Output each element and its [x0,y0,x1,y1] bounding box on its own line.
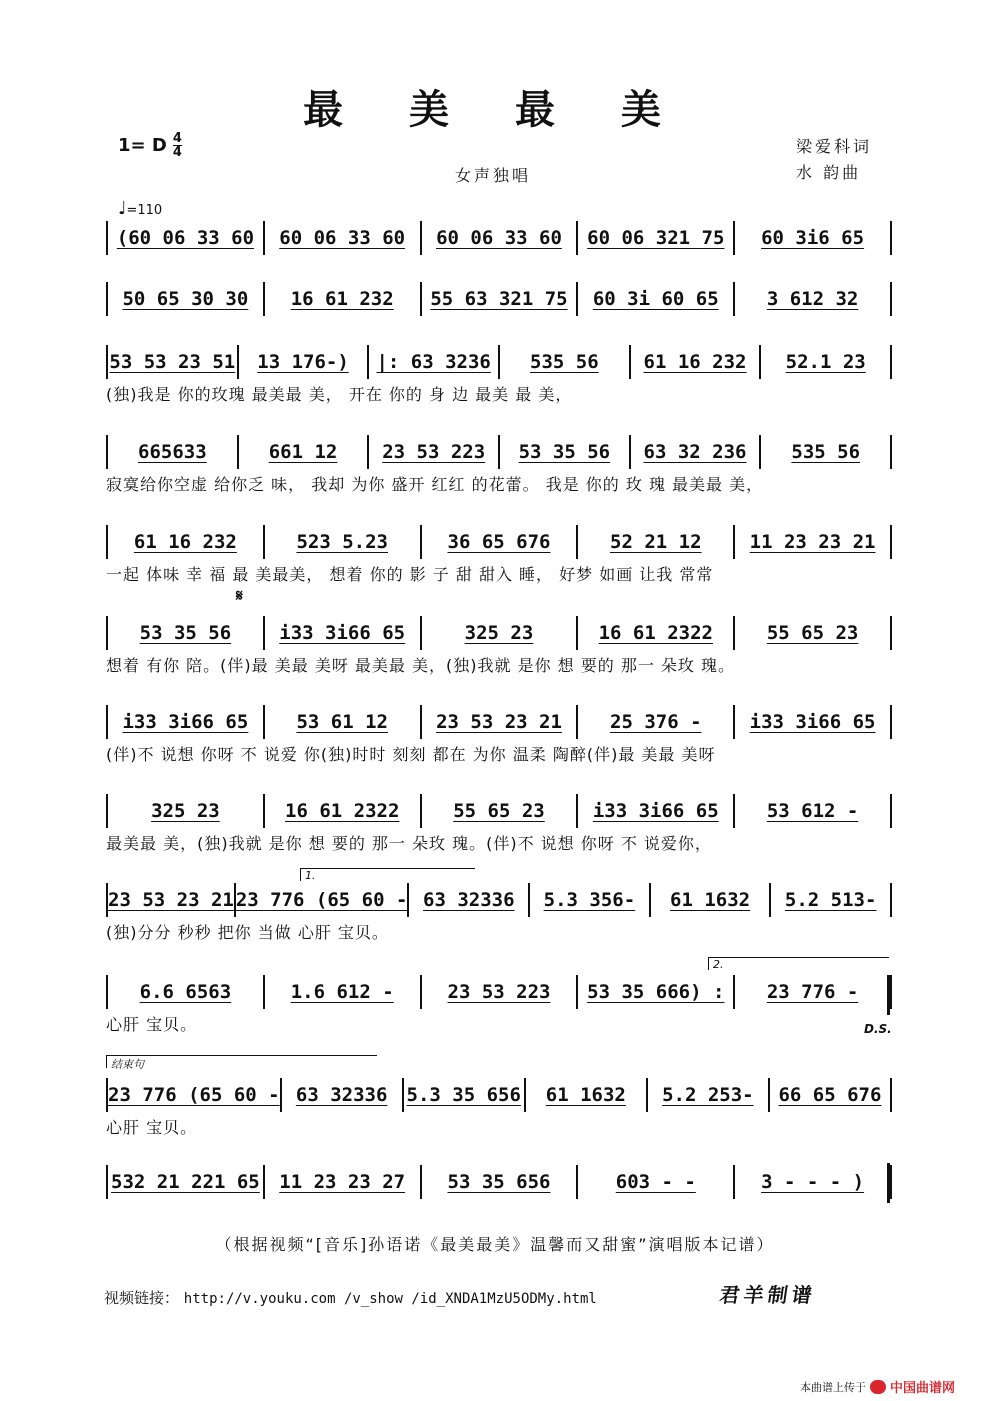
measure: 63 32336 [423,889,515,911]
score-row [106,526,892,590]
lyric-line [106,1202,892,1226]
lyric-line: 心肝 宝贝。 [106,1118,198,1137]
score-row [106,1079,892,1143]
measure: 23 53 23 21 [436,711,562,733]
measure: 661 12 [268,441,338,463]
source-note: （根据视频“[音乐]孙语诺《最美最美》温馨而又甜蜜”演唱版本记谱） [215,1235,775,1254]
measure: 535 56 [791,441,861,463]
notation-line [106,617,892,649]
barline [890,525,892,559]
notation-line [106,976,892,1008]
measure: 23 53 223 [447,981,551,1003]
tempo-marking [118,198,162,219]
barline [890,616,892,650]
lyric-line: 想着 有你 陪。(伴)最 美最 美呀 最美最 美，(独)我就 是你 想 要的 那一 朵玫 瑰。 [106,656,736,675]
barline [890,1078,892,1112]
measure: 53 35 56 [139,622,232,644]
notation-line [106,884,892,916]
score-row [106,884,892,948]
measure: 63 32 236 [643,441,747,463]
measure: i33 3i66 65 [279,622,406,644]
measure: 61 1632 [670,889,751,911]
time-beats: 4 [172,131,182,146]
score-row [106,976,892,1040]
measure: 55 65 23 [453,800,545,822]
lyricist-credit: 梁爱科词 [796,137,873,156]
barline [890,883,892,917]
time-unit: 4 [172,145,182,160]
lyric-line: 最美最 美，(独)我就 是你 想 要的 那一 朵玫 瑰。(伴)不 说想 你呀 不 说爱你， [106,834,712,853]
measure: 50 65 30 30 [122,288,249,310]
measure: 25 376 - [610,711,702,733]
measure: 1.6 612 - [290,981,394,1003]
lyric-line: 寂寞给你空虚 给你乏 味， 我却 为你 盛开 红红 的花蕾。 我是 你的 玫 瑰 最美最 美， [106,475,764,494]
score-row [106,1166,892,1230]
notation-line [106,436,892,468]
lyric-line [106,258,892,282]
video-link-line [104,1287,597,1308]
measure: 52.1 23 [785,351,866,373]
repeat-end-barline [887,975,890,1015]
notation-line [106,346,892,378]
upload-credit [800,1377,955,1396]
lyric-line: (独)我是 你的玫瑰 最美最 美， 开在 你的 身 边 最美 最 美， [106,385,573,404]
barline [890,794,892,828]
measure: |: 63 3236 [376,351,491,373]
transcriber-signature: 君羊制谱 [718,1283,818,1307]
measure: 53 35 666) : [587,981,725,1003]
measure: 5.2 513- [784,889,877,911]
measure: 16 61 2322 [285,800,400,822]
barline [890,435,892,469]
notation-line [106,795,892,827]
video-label: 视频链接： [104,1289,180,1307]
measure: 60 06 33 60 [279,227,406,249]
measure: 52 21 12 [610,531,702,553]
measure: 61 16 232 [133,531,237,553]
volta-second-ending: 2. [708,957,889,970]
measure: 5.2 253- [662,1084,754,1106]
measure: 3 - - - ) [761,1171,865,1193]
barline [890,705,892,739]
notation-line [106,1079,892,1111]
measure: 63 32336 [295,1084,388,1106]
video-url[interactable]: http://v.youku.com /v_show /id_XNDA1MzU5ODMy.html [183,1291,597,1307]
measure: 603 - - [615,1171,696,1193]
notation-line [106,526,892,558]
measure: 325 23 [464,622,534,644]
measure: 60 06 33 60 [436,227,562,249]
measure: 6.6 6563 [139,981,232,1003]
measure: 3 612 32 [766,288,859,310]
score-row [106,706,892,770]
measure: 60 06 321 75 [587,227,725,249]
measure: 66 65 676 [778,1084,882,1106]
site-name[interactable]: 中国曲谱网 [890,1381,956,1396]
notation-line [106,222,892,254]
measure: 23 776 - [766,981,859,1003]
key-signature [118,132,182,159]
measure: 55 63 321 75 [430,288,568,310]
measure: 36 65 676 [447,531,551,553]
measure: 532 21 221 65 [111,1171,260,1193]
score-row [106,436,892,500]
measure: 53 35 56 [518,441,611,463]
barline [890,221,892,255]
measure: 325 23 [151,800,220,822]
measure: 55 65 23 [766,622,859,644]
measure: 23 53 223 [382,441,486,463]
lyric-line: 一起 体味 幸 福 最 美最美， 想着 你的 影 子 甜 甜入 睡， 好梦 如画 让我 常常 [106,565,714,584]
measure: 60 3i 60 65 [592,288,719,310]
barline [890,282,892,316]
measure: 53 61 12 [296,711,388,733]
lyric-line: (独)分分 秒秒 把你 当做 心肝 宝贝。 [106,923,389,942]
notation-line [106,283,892,315]
measure: 16 61 232 [290,288,394,310]
measure: i33 3i66 65 [122,711,249,733]
tempo-value: =110 [126,203,163,218]
ds-marking: D.S. [864,1022,892,1036]
measure: 665633 [138,441,207,463]
measure: 535 56 [530,351,599,373]
measure: 53 35 656 [447,1171,551,1193]
measure: (60 06 33 60 [116,227,255,249]
measure: 60 3i6 65 [761,227,865,249]
measure: 523 5.23 [296,531,388,553]
key-label: 1= D [118,135,167,156]
lyric-line: (伴)不 说想 你呀 不 说爱 你(独)时时 刻刻 都在 为你 温柔 陶醉(伴)最 美最 美呀 [106,745,716,764]
score-row [106,617,892,681]
upload-text: 本曲谱上传于 [800,1380,866,1394]
song-title: 最 美 最 美 [303,86,687,133]
measure: 13 176-) [257,351,349,373]
measure: 23 776 (65 60 - [235,889,408,911]
measure: 23 53 23 21 [108,889,234,911]
measure: 11 23 23 27 [279,1171,406,1193]
segno-icon: 𝄋 [236,586,243,605]
score-row [106,283,892,347]
measure: 53 53 23 51 [109,351,236,373]
score-row [106,795,892,859]
notation-line [106,706,892,738]
measure: i33 3i66 65 [592,800,719,822]
quarter-note-icon: ♩ [118,198,127,219]
lyric-line: 心肝 宝贝。 [106,1015,198,1034]
measure: 5.3 356- [543,889,636,911]
voice-type: 女声独唱 [455,166,532,185]
score-row [106,346,892,410]
score-row [106,222,892,286]
composer-credit: 水 韵曲 [796,163,862,182]
barline [890,1165,892,1199]
time-signature [173,132,182,159]
site-logo-icon [870,1380,886,1394]
measure: i33 3i66 65 [749,711,876,733]
barline [890,975,892,1009]
volta-first-ending: 1. [300,868,475,881]
notation-line [106,1166,892,1198]
lyric-line [106,319,892,343]
barline [890,345,892,379]
measure: 11 23 23 21 [749,531,876,553]
measure: 61 1632 [545,1084,626,1106]
ending-bracket: 结束句 [106,1055,377,1068]
measure: 53 612 - [766,800,859,822]
measure: 16 61 2322 [598,622,713,644]
measure: 61 16 232 [643,351,747,373]
measure: 23 776 (65 60 - [108,1084,280,1106]
measure: 5.3 35 656 [406,1084,521,1106]
final-barline [887,1163,890,1203]
